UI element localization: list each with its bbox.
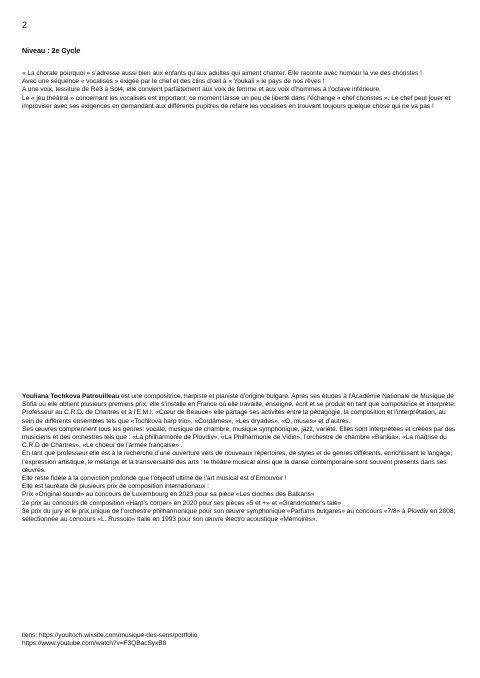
intro-paragraph-4: Le « jeu théâtral » concernant les vocalises est important: ce moment laisse un peu de liberté dans l’échange « chef choristes ». Le chef peut jouer et improviser avec ses exigences en demandant aux différents pupitres de refaire les vocalises en trouvant toujours quelque chose qui ne va pas ! — [22, 94, 451, 110]
author-name: Youliana Tochkova Patrouilleau — [22, 393, 120, 400]
biography-paragraph-1: Professeur au C.R.D. de Chartres et à l’E.M.I. «Cœur de Beauce» elle partage ses activités entre la pédagogie, la composition et l’interprétation, au sein de différents ensembles tels que «Tochkova harp trio», «Cordâmes», «Les dryades», «O, muses» et d’autres. — [22, 409, 446, 425]
intro-section — [22, 70, 458, 111]
biography-award-2: 2e prix au concours de composition «Harp’s corner» en 2020 pour ses pièces «5 et +» et «Grandmother’s tale» — [22, 499, 342, 507]
biography-intro — [22, 393, 458, 409]
links-section — [22, 632, 458, 648]
biography-award-1: Prix «Original sound» au concours de Luxembourg en 2023 pour sa pièce «Les cloches des Balkans» — [22, 491, 315, 499]
biography-paragraph-3: En tant que professeur elle est à la recherche d’une ouverture vers de nouveaux répertoires, de styles et de genres différents, enrichissant le langage, l’expression artistique, le mélange et la transversalité des arts : le théâtre musical ainsi que la danse contemporaine sont souvent présents dans ses œuvres. — [22, 450, 453, 474]
intro-paragraph-2: Avec une séquence « vocalises » exigée par le chef et des clins d’œil à « Youkali » le pays de nos rêves ! — [22, 78, 325, 86]
biography-paragraph-2: Ses œuvres comprennent tous les genres: vocale, musique de chambre, musique symphonique, jazz, variété. Elles sont interprétées et créées par des musiciens et des orchestres tels que : «La philharmonie de Plovdiv», «La Philharmonie de Vidin», l’orchestre de chambre «Bankia», «La maîtrise du C.R.D de Chartres», «Le choeur de l’armée française» . — [22, 425, 456, 450]
biography-paragraph-5: Elle est lauréate de plusieurs prix de composition internationaux : — [22, 483, 209, 491]
intro-paragraph-3: A une voix, tessiture de Ré3 à Sol4, elle convient parfaitement aux voix de femme et aux voix d’hommes à l’octave inférieure. — [22, 86, 381, 94]
biography-section — [22, 393, 458, 524]
level-heading: Niveau : 2e Cycle — [22, 46, 81, 55]
page-number: 2 — [22, 20, 28, 30]
biography-award-3: 3e prix du jury et le prix unique de l’orchestre philharmonique pour son œuvre symphonique «Parfums bulgares» au concours «7/8» à Plovdiv en 2008; — [22, 507, 456, 515]
portfolio-link[interactable]: liens: https://youltoch.wixsite.com/musique-des-sens/portfolio — [22, 632, 198, 639]
youtube-link[interactable]: https://www.youtube.com/watch?v=F3QBacSyxB8 — [22, 640, 167, 648]
biography-award-4: sélectionnée au concours «L. Russolo» Italie en 1993 pour son œuvre électro acoustique «Mémoires». — [22, 516, 318, 524]
intro-paragraph-1: « La chorale pourquoi » s’adresse aussi bien aux enfants qu’aux adultes qui aiment chanter. Elle raconte avec humour la vie des choristes ! — [22, 70, 422, 77]
biography-paragraph-4: Elle reste fidèle à la conviction profonde que l’objectif ultime de l’art musical est d’Emouvoir ! — [22, 475, 287, 483]
biography-first-line: est une compositrice, harpiste et pianiste d’origine bulgare. Après ses études à l’Académie Nationale de Musique de Sofia où elle obtient plusieurs premiers prix, elle s’installe en France où elle travaille, enseigne, écrit et se produit en tant que compositrice et interprète. — [22, 393, 456, 409]
